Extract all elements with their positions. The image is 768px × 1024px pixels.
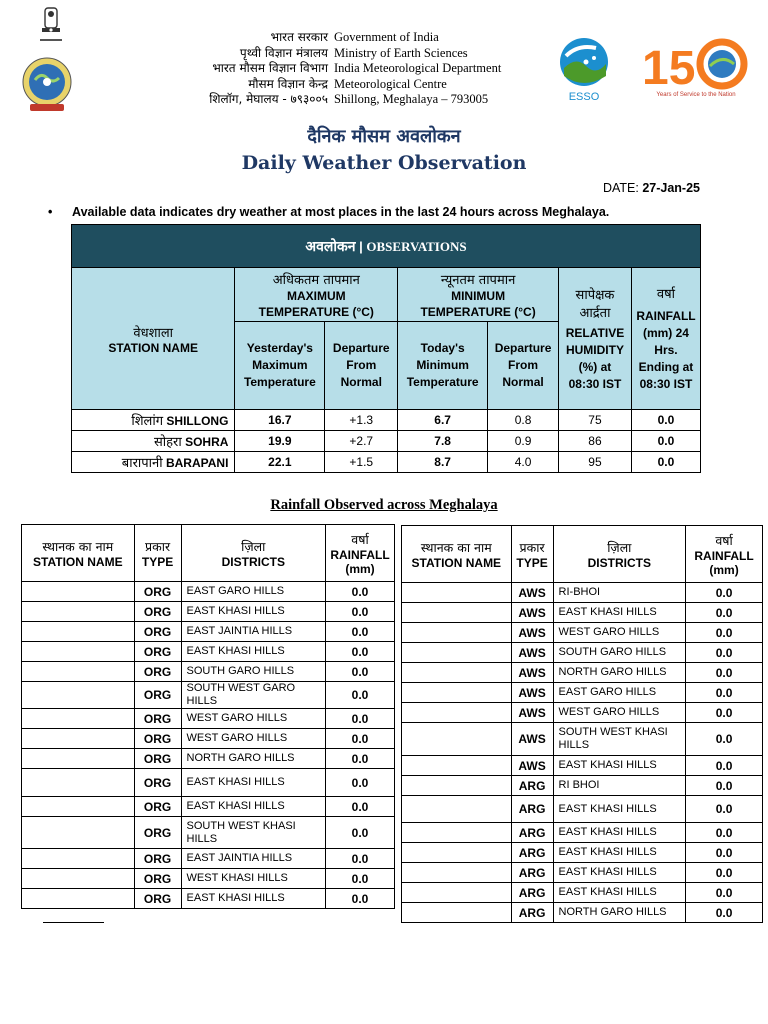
district-cell: EAST JAINTIA HILLS (181, 849, 326, 869)
type-cell: AWS (511, 683, 553, 703)
rainfall-cell: 0.0 (686, 796, 763, 823)
rain-col-rainfall-english: RAINFALL (mm) (330, 547, 390, 576)
table-row (402, 823, 763, 843)
imd-logo-icon (16, 54, 78, 114)
rain-col-type (134, 525, 181, 582)
svg-text:15: 15 (642, 42, 696, 95)
station-cell (22, 729, 135, 749)
rainfall-cell: 0.0 (686, 843, 763, 863)
table-row (22, 797, 395, 817)
rainfall-cell: 0.0 (326, 682, 395, 709)
rainfall-table-right (401, 525, 763, 923)
col-station-english: STATION NAME (108, 340, 198, 355)
table-row (402, 776, 763, 796)
max-temp: 22.1 (235, 452, 325, 473)
type-cell: ORG (134, 769, 181, 797)
rain-col-rainfall (326, 525, 395, 582)
col-yesterday-max: Yesterday's Maximum Temperature (235, 322, 325, 410)
station-cell (402, 863, 512, 883)
table-row (22, 709, 395, 729)
station-hindi: सोहरा (153, 435, 182, 450)
col-rh-hindi: सापेक्षक आर्द्रता (575, 287, 615, 321)
station-cell (22, 622, 135, 642)
col-max-header (235, 268, 398, 322)
col-today-min: Today's Minimum Temperature (398, 322, 488, 410)
rain-col-rainfall-hindi: वर्षा (351, 531, 369, 547)
header-english-line: Meteorological Centre (334, 76, 447, 91)
header-hindi-line: मौसम विज्ञान केन्द्र (248, 76, 328, 91)
header-english-line: India Meteorological Department (334, 61, 502, 75)
table-row (22, 849, 395, 869)
type-cell: ORG (134, 889, 181, 909)
rainfall-cell: 0.0 (686, 623, 763, 643)
rainfall-cell: 0.0 (326, 889, 395, 909)
band-english: OBSERVATIONS (366, 238, 467, 254)
type-cell: AWS (511, 703, 553, 723)
max-departure: +2.7 (325, 431, 398, 452)
rain-col-rainfall-english: RAINFALL (mm) (694, 548, 754, 577)
rain-col-district-hindi: ज़िला (241, 538, 266, 554)
station-cell (402, 623, 512, 643)
type-cell: ORG (134, 682, 181, 709)
rain-col-district (181, 525, 326, 582)
humidity: 86 (559, 431, 632, 452)
col-rain-hindi: वर्षा (656, 287, 676, 302)
table-row (22, 662, 395, 682)
rainfall-cell: 0.0 (326, 769, 395, 797)
type-cell: ORG (134, 642, 181, 662)
station-cell (22, 749, 135, 769)
type-cell: ORG (134, 709, 181, 729)
station-hindi: शिलांग (131, 414, 164, 429)
table-row (72, 410, 701, 431)
district-cell: EAST GARO HILLS (181, 582, 326, 602)
station-cell (22, 797, 135, 817)
min-departure: 4.0 (488, 452, 559, 473)
district-cell: SOUTH WEST KHASI HILLS (553, 723, 686, 756)
type-cell: ORG (134, 662, 181, 682)
rainfall-cell: 0.0 (686, 903, 763, 923)
station-cell (22, 769, 135, 797)
rain-col-district-english: DISTRICTS (587, 555, 651, 570)
rainfall-cell: 0.0 (326, 709, 395, 729)
district-cell: WEST KHASI HILLS (181, 869, 326, 889)
district-cell: EAST KHASI HILLS (181, 602, 326, 622)
rain-col-station-english: STATION NAME (33, 554, 123, 569)
col-min-header (398, 268, 559, 322)
page-title: Daily Weather Observation (241, 152, 527, 174)
rain-col-type-hindi: प्रकार (519, 539, 545, 555)
rainfall-cell: 0.0 (686, 723, 763, 756)
district-cell: NORTH GARO HILLS (553, 663, 686, 683)
footer-rule (43, 922, 104, 923)
header-english-line: Government of India (334, 30, 439, 44)
header-english-line: Shillong, Meghalaya – 793005 (334, 92, 489, 106)
type-cell: ARG (511, 776, 553, 796)
district-cell: WEST GARO HILLS (181, 709, 326, 729)
observations-table (71, 224, 701, 473)
table-row (22, 582, 395, 602)
min-temp: 6.7 (398, 410, 488, 431)
rain-col-district-english: DISTRICTS (221, 554, 285, 569)
rain-col-district-hindi: ज़िला (607, 539, 632, 555)
district-cell: SOUTH WEST KHASI HILLS (181, 817, 326, 849)
header-hindi-line: पृथ्वी विज्ञान मंत्रालय (239, 45, 328, 60)
station-cell (402, 723, 512, 756)
district-cell: EAST KHASI HILLS (553, 756, 686, 776)
type-cell: AWS (511, 603, 553, 623)
type-cell: ARG (511, 823, 553, 843)
rainfall-cell: 0.0 (686, 756, 763, 776)
rainfall-cell: 0.0 (326, 622, 395, 642)
district-cell: RI-BHOI (553, 583, 686, 603)
table-row (402, 683, 763, 703)
type-cell: ORG (134, 869, 181, 889)
station-cell (402, 843, 512, 863)
rainfall-cell: 0.0 (326, 817, 395, 849)
station-cell (22, 869, 135, 889)
type-cell: ORG (134, 817, 181, 849)
min-temp: 7.8 (398, 431, 488, 452)
type-cell: ORG (134, 749, 181, 769)
imd-150-years-logo-icon (640, 36, 752, 104)
table-row (402, 623, 763, 643)
table-row (22, 769, 395, 797)
station-cell (22, 662, 135, 682)
rainfall-cell: 0.0 (326, 797, 395, 817)
type-cell: AWS (511, 723, 553, 756)
logo150-tagline: Years of Service to the Nation (656, 92, 736, 98)
rainfall-table-left (21, 524, 395, 909)
col-max-departure: Departure From Normal (325, 322, 398, 410)
col-max-hindi: अधिकतम तापमान (272, 272, 360, 288)
table-row (402, 583, 763, 603)
esso-label: ESSO (568, 91, 600, 102)
rainfall-cell: 0.0 (686, 643, 763, 663)
rain-col-station-english: STATION NAME (411, 555, 502, 570)
table-row (22, 642, 395, 662)
district-cell: EAST GARO HILLS (553, 683, 686, 703)
table-row (402, 863, 763, 883)
header-hindi-line: शिलॉग, मेघालय - ७९३००५ (209, 92, 328, 106)
district-cell: EAST KHASI HILLS (181, 769, 326, 797)
station-cell (402, 903, 512, 923)
header-hindi-line: भारत सरकार (270, 30, 328, 44)
col-min-departure: Departure From Normal (488, 322, 559, 410)
district-cell: SOUTH GARO HILLS (181, 662, 326, 682)
rain-col-district (553, 526, 686, 583)
table-row (22, 622, 395, 642)
station-hindi: बारापानी (121, 456, 163, 471)
rain-col-rainfall (686, 526, 763, 583)
col-station-header (72, 268, 235, 410)
district-cell: EAST KHASI HILLS (181, 889, 326, 909)
station-cell (402, 663, 512, 683)
station-cell (22, 582, 135, 602)
table-row (22, 729, 395, 749)
station-cell (402, 756, 512, 776)
type-cell: ORG (134, 849, 181, 869)
rainfall-cell: 0.0 (326, 642, 395, 662)
rainfall-cell: 0.0 (326, 602, 395, 622)
table-row (72, 452, 701, 473)
band-separator: | (355, 238, 367, 254)
station-cell (402, 823, 512, 843)
rainfall: 0.0 (631, 410, 700, 431)
rain-col-type (511, 526, 553, 583)
station-cell (402, 883, 512, 903)
table-row (402, 663, 763, 683)
max-temp: 16.7 (235, 410, 325, 431)
station-cell (22, 817, 135, 849)
col-min-hindi: न्यूनतम तापमान (440, 272, 516, 288)
station-english: BARAPANI (165, 456, 229, 470)
table-row (402, 843, 763, 863)
header-english-block (334, 30, 501, 108)
humidity: 75 (559, 410, 632, 431)
rainfall-cell: 0.0 (686, 683, 763, 703)
district-cell: EAST KHASI HILLS (553, 603, 686, 623)
header-hindi-block (209, 30, 328, 108)
rainfall-cell: 0.0 (686, 583, 763, 603)
min-departure: 0.9 (488, 431, 559, 452)
rain-col-station (22, 525, 135, 582)
station-cell (72, 452, 235, 473)
table-row (402, 883, 763, 903)
type-cell: ARG (511, 903, 553, 923)
table-row (402, 903, 763, 923)
rainfall: 0.0 (631, 452, 700, 473)
station-cell (22, 849, 135, 869)
col-max-english: MAXIMUM TEMPERATURE (°C) (258, 288, 374, 319)
type-cell: AWS (511, 643, 553, 663)
table-row (22, 869, 395, 889)
col-min-english: MINIMUM TEMPERATURE (°C) (420, 288, 536, 319)
district-cell: EAST KHASI HILLS (553, 863, 686, 883)
rain-col-type-english: TYPE (516, 555, 548, 570)
table-row (22, 889, 395, 909)
rainfall-cell: 0.0 (686, 863, 763, 883)
header-english-line: Ministry of Earth Sciences (334, 45, 468, 60)
date-value: 27-Jan-25 (642, 181, 700, 195)
district-cell: NORTH GARO HILLS (553, 903, 686, 923)
rain-col-station-hindi: स्थानक का नाम (42, 538, 114, 554)
station-cell (402, 683, 512, 703)
type-cell: ORG (134, 582, 181, 602)
station-cell (22, 709, 135, 729)
rainfall-cell: 0.0 (326, 849, 395, 869)
station-cell (72, 431, 235, 452)
band-hindi: अवलोकन (305, 238, 356, 255)
table-row (22, 682, 395, 709)
station-cell (22, 682, 135, 709)
district-cell: EAST KHASI HILLS (181, 642, 326, 662)
max-departure: +1.5 (325, 452, 398, 473)
rainfall-cell: 0.0 (686, 663, 763, 683)
type-cell: AWS (511, 663, 553, 683)
rainfall-cell: 0.0 (686, 883, 763, 903)
type-cell: ARG (511, 843, 553, 863)
type-cell: AWS (511, 756, 553, 776)
type-cell: ORG (134, 729, 181, 749)
rainfall-cell: 0.0 (686, 703, 763, 723)
summary-bullet (48, 205, 748, 221)
district-cell: NORTH GARO HILLS (181, 749, 326, 769)
type-cell: ARG (511, 883, 553, 903)
col-rh-header (559, 268, 632, 410)
min-departure: 0.8 (488, 410, 559, 431)
station-english: SHILLONG (166, 414, 229, 428)
station-english: SOHRA (185, 435, 229, 449)
district-cell: EAST KHASI HILLS (553, 796, 686, 823)
type-cell: ORG (134, 797, 181, 817)
national-emblem-icon (36, 6, 66, 50)
rainfall-cell: 0.0 (326, 729, 395, 749)
min-temp: 8.7 (398, 452, 488, 473)
table-row (402, 723, 763, 756)
station-cell (402, 796, 512, 823)
station-cell (22, 642, 135, 662)
district-cell: SOUTH GARO HILLS (553, 643, 686, 663)
type-cell: ORG (134, 622, 181, 642)
col-rain-english: RAINFALL (mm) 24 Hrs. Ending at 08:30 IST (636, 309, 696, 391)
header-hindi-line: भारत मौसम विज्ञान विभाग (212, 61, 328, 75)
district-cell: EAST KHASI HILLS (553, 883, 686, 903)
district-cell: SOUTH WEST GARO HILLS (181, 682, 326, 709)
rainfall-section-title: Rainfall Observed across Meghalaya (270, 497, 498, 513)
col-rh-english: RELATIVE HUMIDITY (%) at 08:30 IST (565, 325, 625, 391)
station-cell (402, 603, 512, 623)
table-row (22, 817, 395, 849)
station-cell (402, 776, 512, 796)
observations-band (72, 225, 701, 268)
date-label: DATE: (602, 181, 643, 195)
station-cell (22, 889, 135, 909)
rainfall-cell: 0.0 (686, 823, 763, 843)
table-row (402, 603, 763, 623)
type-cell: ARG (511, 796, 553, 823)
summary-text: Available data indicates dry weather at most places in the last 24 hours across Meghalaya. (72, 205, 610, 219)
district-cell: WEST GARO HILLS (181, 729, 326, 749)
rainfall-cell: 0.0 (686, 776, 763, 796)
rainfall-cell: 0.0 (326, 869, 395, 889)
col-station-hindi: वेधशाला (133, 325, 174, 341)
station-cell (402, 703, 512, 723)
type-cell: ARG (511, 863, 553, 883)
table-row (402, 796, 763, 823)
district-cell: WEST GARO HILLS (553, 623, 686, 643)
page-title-hindi: दैनिक मौसम अवलोकन (307, 126, 461, 147)
report-date (603, 181, 700, 195)
bullet-icon: • (48, 205, 53, 219)
district-cell: EAST JAINTIA HILLS (181, 622, 326, 642)
humidity: 95 (559, 452, 632, 473)
esso-logo-icon (556, 36, 612, 102)
table-row (402, 703, 763, 723)
max-temp: 19.9 (235, 431, 325, 452)
rain-col-type-english: TYPE (141, 554, 174, 569)
rain-col-type-hindi: प्रकार (145, 538, 171, 554)
rain-col-station-hindi: स्थानक का नाम (420, 539, 492, 555)
station-cell (22, 602, 135, 622)
district-cell: WEST GARO HILLS (553, 703, 686, 723)
station-cell (402, 583, 512, 603)
rain-col-rainfall-hindi: वर्षा (715, 532, 733, 548)
station-cell (72, 410, 235, 431)
table-row (22, 749, 395, 769)
table-row (402, 643, 763, 663)
rainfall-cell: 0.0 (326, 662, 395, 682)
type-cell: AWS (511, 583, 553, 603)
type-cell: ORG (134, 602, 181, 622)
district-cell: EAST KHASI HILLS (553, 823, 686, 843)
table-row (22, 602, 395, 622)
type-cell: AWS (511, 623, 553, 643)
rainfall-cell: 0.0 (326, 749, 395, 769)
rain-col-station (402, 526, 512, 583)
table-row (72, 431, 701, 452)
rainfall-cell: 0.0 (326, 582, 395, 602)
rainfall-cell: 0.0 (686, 603, 763, 623)
max-departure: +1.3 (325, 410, 398, 431)
table-row (402, 756, 763, 776)
district-cell: EAST KHASI HILLS (181, 797, 326, 817)
district-cell: RI BHOI (553, 776, 686, 796)
district-cell: EAST KHASI HILLS (553, 843, 686, 863)
station-cell (402, 643, 512, 663)
rainfall: 0.0 (631, 431, 700, 452)
col-rain-header (631, 268, 700, 410)
